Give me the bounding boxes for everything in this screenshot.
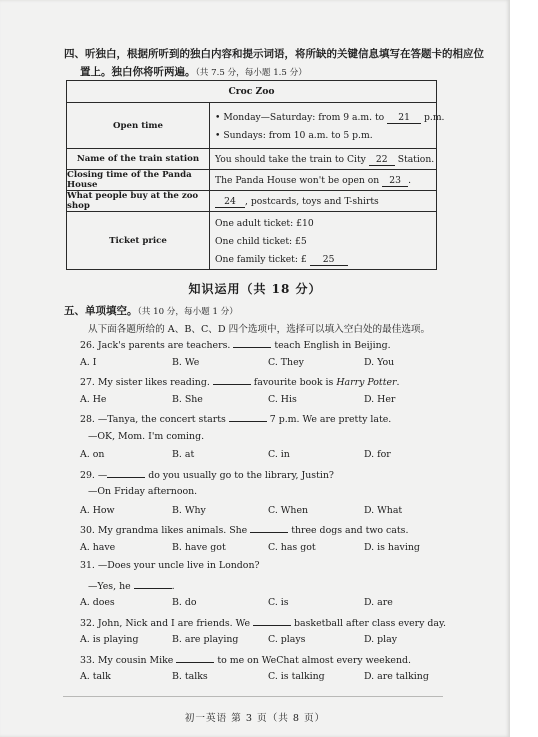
row-line: The Panda House won't be open on 23 . bbox=[215, 175, 412, 186]
option-d: D. for bbox=[364, 449, 391, 460]
answer-blank bbox=[107, 468, 145, 478]
option-a: A. have bbox=[80, 541, 116, 553]
answer-blank-22: 22 bbox=[369, 154, 395, 166]
question-stem: 31. —Does your uncle live in London? bbox=[80, 560, 260, 571]
answer-blank bbox=[229, 412, 267, 422]
option-b: B. Why bbox=[172, 504, 206, 516]
section5-points: （共 10 分，每小题 1 分） bbox=[137, 307, 238, 317]
answer-blank bbox=[253, 616, 291, 626]
row-line: One child ticket: £5 bbox=[215, 236, 307, 247]
table-row-ticket-price bbox=[67, 211, 436, 269]
section5-instruction: 从下面各题所给的 A、B、C、D 四个选项中，选择可以填入空白处的最佳选项。 bbox=[88, 324, 431, 335]
row-label: Closing time of the Panda House bbox=[67, 170, 210, 190]
table-row-train-station bbox=[67, 148, 436, 169]
section4-instruction-text: 置上。独白你将听两遍。 bbox=[80, 66, 196, 78]
answer-blank-21: 21 bbox=[387, 112, 421, 124]
answer-blank bbox=[134, 579, 172, 589]
option-d: D. What bbox=[364, 504, 403, 516]
option-c: C. plays bbox=[268, 634, 306, 645]
question-stem: 29. — do you usually go to the library, Justin? bbox=[80, 469, 334, 481]
answer-blank-23: 23 bbox=[382, 175, 408, 187]
option-a: A. talk bbox=[80, 671, 111, 682]
option-a: A. on bbox=[80, 449, 105, 460]
table-row-open-time bbox=[67, 102, 445, 148]
option-d: D. play bbox=[364, 634, 398, 645]
question-stem: 27. My sister likes reading. favourite book is Harry Potter. bbox=[80, 377, 400, 388]
option-a: A. is playing bbox=[80, 634, 139, 645]
option-b: B. talks bbox=[172, 671, 208, 682]
table-row-zoo-shop bbox=[67, 190, 436, 211]
table-row-panda-house bbox=[67, 169, 436, 190]
answer-blank-25: 25 bbox=[310, 254, 348, 266]
row-label: Name of the train station bbox=[67, 149, 210, 169]
section4-points: （共 7.5 分，每小题 1.5 分） bbox=[195, 68, 307, 78]
section5-heading bbox=[64, 303, 238, 318]
option-d: D. is having bbox=[364, 541, 420, 553]
croc-zoo-table bbox=[66, 80, 445, 270]
question-stem: 33. My cousin Mike to me on WeChat almost every weekend. bbox=[80, 654, 411, 666]
answer-blank bbox=[176, 653, 214, 663]
option-b: B. We bbox=[172, 356, 200, 368]
question-stem: —OK, Mom. I'm coming. bbox=[88, 430, 205, 442]
option-d: D. Her bbox=[364, 393, 396, 405]
option-b: B. do bbox=[172, 597, 197, 608]
answer-blank bbox=[213, 375, 251, 385]
row-line: One family ticket: £ 25 bbox=[215, 254, 348, 266]
option-a: A. He bbox=[80, 393, 107, 405]
option-c: C. When bbox=[268, 504, 309, 516]
option-b: B. at bbox=[172, 449, 195, 460]
question-stem: —Yes, he . bbox=[88, 580, 175, 592]
option-d: D. You bbox=[364, 356, 395, 368]
question-stem: 26. Jack's parents are teachers. teach English in Beijing. bbox=[80, 340, 391, 351]
question-stem: —On Friday afternoon. bbox=[88, 486, 198, 497]
option-a: A. How bbox=[80, 504, 115, 516]
option-b: B. have got bbox=[172, 541, 226, 553]
answer-blank-24: 24 bbox=[215, 196, 245, 208]
question-stem: 32. John, Nick and I are friends. We basketball after class every day. bbox=[80, 617, 447, 629]
option-d: D. are bbox=[364, 597, 393, 608]
row-label: Ticket price bbox=[67, 212, 210, 269]
option-c: C. has got bbox=[268, 541, 316, 553]
question-stem: 30. My grandma likes animals. She three dogs and two cats. bbox=[80, 525, 409, 536]
section5-title: 五、单项填空。 bbox=[64, 305, 138, 317]
option-c: C. His bbox=[268, 393, 297, 405]
row-line: You should take the train to City 22 Station. bbox=[215, 154, 435, 165]
question-stem: 28. —Tanya, the concert starts 7 p.m. We are pretty late. bbox=[80, 414, 392, 425]
answer-blank bbox=[233, 338, 271, 348]
row-line: • Sundays: from 10 a.m. to 5 p.m. bbox=[215, 130, 373, 141]
row-line: 24 , postcards, toys and T-shirts bbox=[215, 196, 379, 208]
knowledge-section-title: 知识运用（共 18 分） bbox=[188, 282, 322, 296]
option-d: D. are talking bbox=[364, 671, 429, 682]
row-line: One adult ticket: £10 bbox=[215, 218, 314, 229]
row-label: Open time bbox=[67, 103, 210, 148]
option-c: C. They bbox=[268, 356, 304, 368]
row-line: • Monday—Saturday: from 9 a.m. to 21 p.m. bbox=[215, 112, 445, 123]
table-title: Croc Zoo bbox=[228, 86, 275, 97]
option-b: B. She bbox=[172, 393, 203, 405]
option-a: A. does bbox=[80, 597, 115, 608]
option-c: C. in bbox=[268, 449, 290, 460]
footer-divider bbox=[63, 696, 443, 697]
option-c: C. is talking bbox=[268, 671, 325, 682]
option-b: B. are playing bbox=[172, 634, 239, 645]
option-a: A. I bbox=[80, 356, 97, 368]
section4-instruction-line2 bbox=[80, 64, 307, 79]
section4-instruction-line1: 四、听独白，根据所听到的独白内容和提示词语，将所缺的关键信息填写在答题卡的相应位 bbox=[64, 48, 484, 60]
row-label: What people buy at the zoo shop bbox=[67, 191, 210, 211]
answer-blank bbox=[250, 523, 288, 533]
option-c: C. is bbox=[268, 597, 289, 608]
page-footer: 初一英语 第 3 页（共 8 页） bbox=[184, 713, 326, 724]
